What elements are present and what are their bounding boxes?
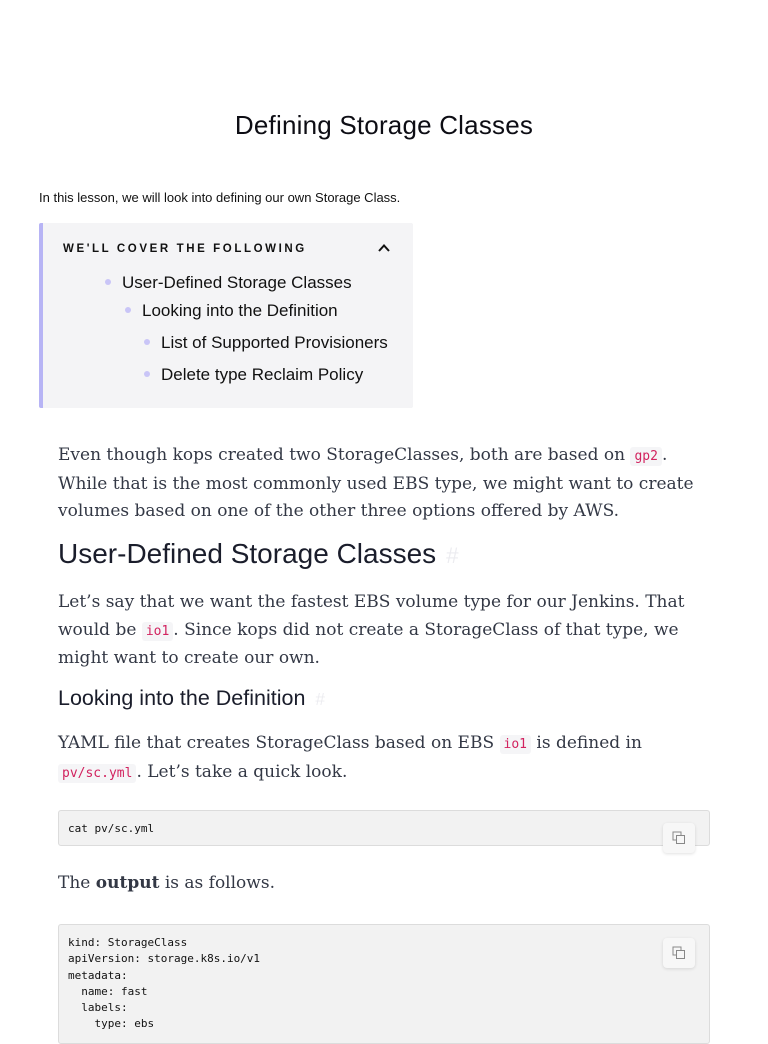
copy-button[interactable] bbox=[663, 938, 695, 968]
copy-icon bbox=[672, 946, 686, 960]
chevron-up-icon[interactable] bbox=[377, 241, 391, 255]
anchor-link[interactable]: # bbox=[315, 689, 325, 709]
inline-code: pv/sc.yml bbox=[58, 764, 136, 783]
intro-paragraph: Even though kops created two StorageClasses, both are based on gp2 . While that is the most commonly used EBS type, we might want to create volumes based on one of the other three options offered by AWS. bbox=[58, 445, 694, 521]
section-heading-user-defined: User-Defined Storage Classes # bbox=[58, 538, 459, 569]
section2-paragraph: YAML file that creates StorageClass based on EBS io1 is defined in pv/sc.yml . Let’s take a quick look. bbox=[58, 733, 642, 782]
inline-code: io1 bbox=[500, 735, 531, 754]
command-code-block bbox=[58, 810, 710, 846]
output-code: kind: StorageClass apiVersion: storage.k8s.io/v1 metadata: name: fast labels: type: ebs bbox=[68, 936, 261, 1031]
lesson-summary: In this lesson, we will look into defining our own Storage Class. bbox=[39, 190, 401, 205]
toc-item-delete-type-reclaim-policy[interactable]: Delete type Reclaim Policy bbox=[144, 365, 363, 385]
copy-button[interactable] bbox=[663, 823, 695, 853]
table-of-contents bbox=[39, 223, 413, 408]
command-code: cat pv/sc.yml bbox=[68, 822, 155, 835]
bullet-icon bbox=[144, 371, 150, 377]
page-title: Defining Storage Classes bbox=[234, 110, 534, 140]
copy-icon bbox=[672, 831, 686, 845]
bullet-icon bbox=[105, 279, 111, 285]
toc-heading: WE'LL COVER THE FOLLOWING bbox=[63, 243, 307, 255]
inline-code: gp2 bbox=[630, 447, 661, 466]
anchor-link[interactable]: # bbox=[446, 543, 459, 568]
toc-item-list-of-supported-provisioners[interactable]: List of Supported Provisioners bbox=[144, 333, 388, 353]
inline-code: io1 bbox=[142, 622, 173, 641]
output-code-block bbox=[58, 924, 710, 1044]
section-heading-looking-into-definition: Looking into the Definition # bbox=[58, 686, 325, 710]
toc-item-looking-into-the-definition[interactable]: Looking into the Definition bbox=[125, 301, 338, 321]
output-label-paragraph: The output is as follows. bbox=[58, 873, 275, 893]
toc-item-user-defined-storage-classes[interactable]: User-Defined Storage Classes bbox=[105, 273, 352, 293]
section1-paragraph: Let’s say that we want the fastest EBS volume type for our Jenkins. That would be io1 . Since kops did not create a StorageClass of that type, we might want to create our own. bbox=[58, 592, 685, 668]
bullet-icon bbox=[144, 339, 150, 345]
bullet-icon bbox=[125, 307, 131, 313]
